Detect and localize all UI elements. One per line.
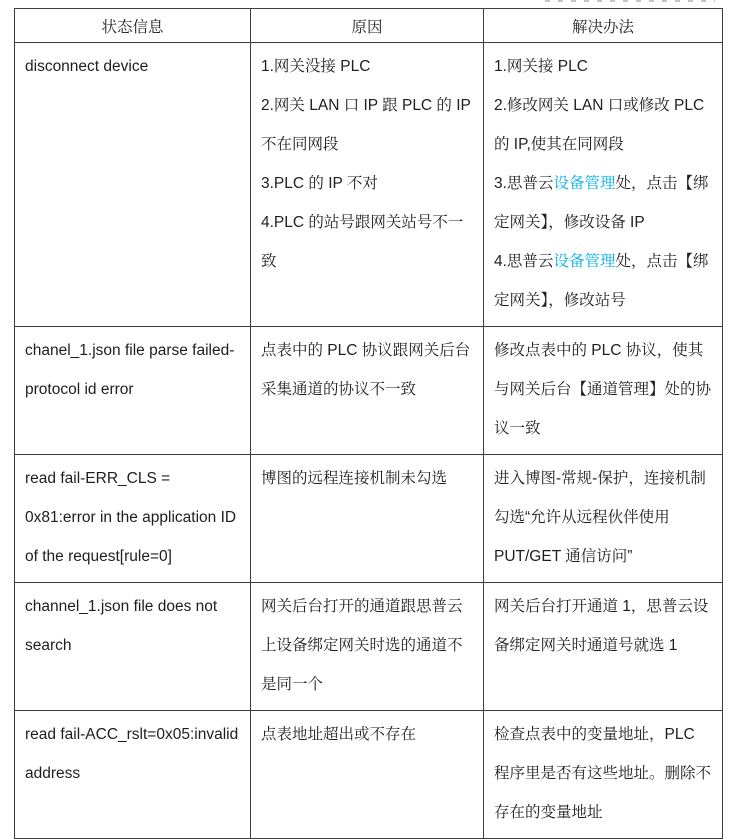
text-segment: 3.思普云	[494, 175, 554, 192]
text-segment: 点表地址超出或不存在	[261, 726, 417, 743]
accent-text: 设备管理	[553, 253, 616, 270]
status-cell	[15, 327, 251, 455]
troubleshooting-table	[14, 8, 723, 839]
text-segment: read fail-ACC_rslt=0x05:invalid address	[25, 726, 239, 782]
cropped-text-remnant	[545, 0, 715, 2]
cell-paragraph	[261, 331, 473, 409]
table-body	[15, 43, 723, 839]
text-segment: channel_1.json file does not search	[25, 598, 218, 654]
cell-paragraph	[261, 164, 473, 203]
text-segment: 2.网关 LAN 口 IP 跟 PLC 的 IP 不在同网段	[261, 97, 471, 153]
text-segment: 点表中的 PLC 协议跟网关后台采集通道的协议不一致	[261, 342, 471, 398]
cell-paragraph	[261, 459, 473, 498]
text-segment: 处，点击【绑定网关】，修改设备 IP	[494, 175, 709, 231]
table-header	[15, 9, 723, 43]
text-segment: 网关后台打开通道 1，思普云设备绑定网关时通道号就选 1	[494, 598, 709, 654]
text-segment: 3.PLC 的 IP 不对	[261, 175, 378, 192]
table-row	[15, 43, 723, 327]
text-segment: 1.网关接 PLC	[494, 58, 588, 75]
col-header-solution: 解决办法	[484, 9, 723, 43]
cell-paragraph	[25, 715, 240, 793]
cell-paragraph	[261, 86, 473, 164]
table-row	[15, 327, 723, 455]
col-header-status: 状态信息	[15, 9, 251, 43]
text-segment: 检查点表中的变量地址，PLC 程序里是否有这些地址。删除不存在的变量地址	[494, 726, 712, 821]
table-row	[15, 455, 723, 583]
solution-cell	[484, 455, 723, 583]
text-segment: 处，点击【绑定网关】，修改站号	[494, 253, 709, 309]
status-cell	[15, 455, 251, 583]
status-cell	[15, 583, 251, 711]
text-segment: 修改点表中的 PLC 协议，使其与网关后台【通道管理】处的协议一致	[494, 342, 712, 437]
cell-paragraph	[261, 203, 473, 281]
col-header-reason: 原因	[251, 9, 484, 43]
cell-paragraph	[494, 47, 712, 86]
cell-paragraph	[494, 86, 712, 164]
header-row	[15, 9, 723, 43]
reason-cell	[251, 711, 484, 839]
solution-cell	[484, 583, 723, 711]
cell-paragraph	[261, 47, 473, 86]
cell-paragraph	[494, 331, 712, 448]
text-segment: 2.修改网关 LAN 口或修改 PLC 的 IP,使其在同网段	[494, 97, 705, 153]
cell-paragraph	[494, 164, 712, 242]
accent-text: 设备管理	[553, 175, 616, 192]
solution-cell	[484, 327, 723, 455]
table-row	[15, 711, 723, 839]
text-segment: chanel_1.json file parse failed-protocol id error	[25, 342, 235, 398]
solution-cell	[484, 711, 723, 839]
text-segment: 1.网关没接 PLC	[261, 58, 371, 75]
cell-paragraph	[261, 587, 473, 704]
text-segment: 4.思普云	[494, 253, 554, 270]
text-segment: 博图的远程连接机制未勾选	[261, 470, 448, 487]
text-segment: 进入博图-常规-保护，连接机制勾选“允许从远程伙伴使用 PUT/GET 通信访问”	[494, 470, 706, 565]
status-cell	[15, 711, 251, 839]
text-segment: 4.PLC 的站号跟网关站号不一致	[261, 214, 464, 270]
text-segment: disconnect device	[25, 58, 149, 75]
reason-cell	[251, 43, 484, 327]
text-segment: 网关后台打开的通道跟思普云上设备绑定网关时选的通道不是同一个	[261, 598, 463, 693]
cell-paragraph	[25, 459, 240, 576]
cell-paragraph	[25, 47, 240, 86]
cell-paragraph	[494, 459, 712, 576]
cell-paragraph	[25, 587, 240, 665]
cell-paragraph	[494, 715, 712, 832]
cell-paragraph	[25, 331, 240, 409]
reason-cell	[251, 583, 484, 711]
cell-paragraph	[261, 715, 473, 754]
reason-cell	[251, 327, 484, 455]
status-cell	[15, 43, 251, 327]
cell-paragraph	[494, 587, 712, 665]
table-row	[15, 583, 723, 711]
text-segment: read fail-ERR_CLS = 0x81:error in the application ID of the request[rule=0]	[25, 470, 237, 565]
cell-paragraph	[494, 242, 712, 320]
solution-cell	[484, 43, 723, 327]
reason-cell	[251, 455, 484, 583]
